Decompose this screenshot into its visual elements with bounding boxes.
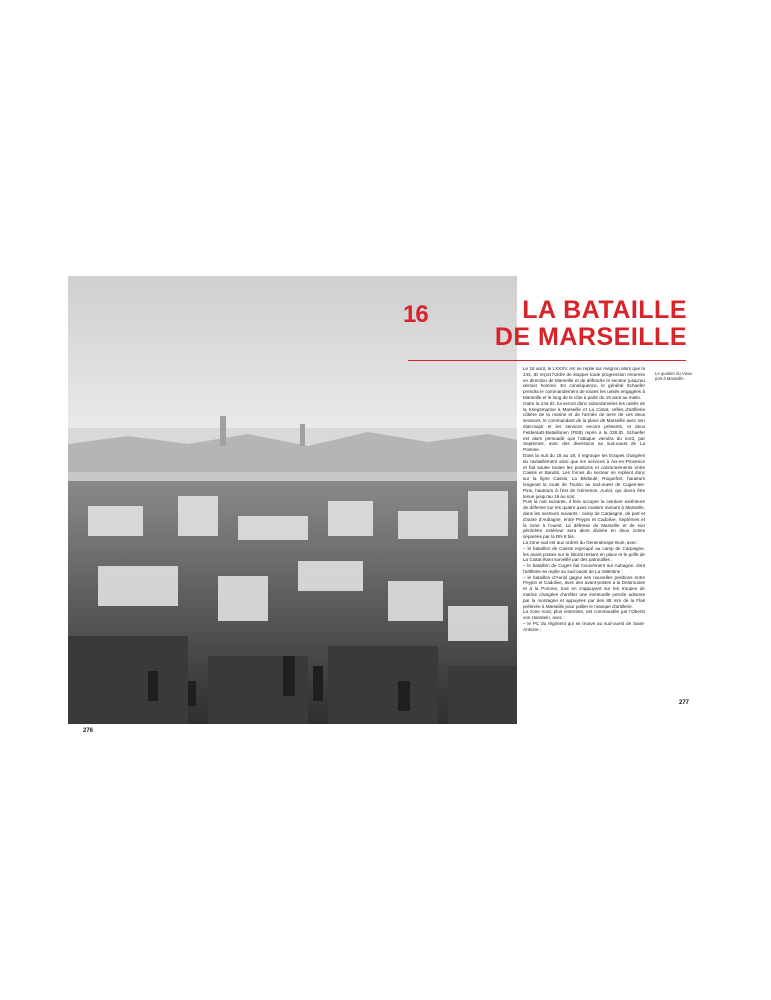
- paragraph: Le 18 août, le LXXXV. AK se replie sur Avignon alors que la 244. ID reçoit l'ordre de stopper toute progression ennemie en direction de Marseille et de défendre le secteur jusqu'au dernier homme. En conséquence, le général Schaefer prendra le commandement de toutes les unités engagées à Marseille et le long de la côte à partir du 19 août au matin.: [523, 366, 645, 400]
- paragraph: Outre la 244 ID. lui seront donc subordonnées les unités de la Kriegsmarine à Marseille et La Ciotat, celles d'artillerie côtière de la marine et de l'armée de terre de ces deux secteurs, le commandant de la place de Marseille avec son état-major et les services encore présents, et deux Feldersatz-Bataillonen (FEB) repris à la 338.ID. Schaefer est alors persuadé que l'attaque viendra du nord, par Septèmes, avec des diversions au sud-ouest de La Pomme.: [523, 400, 645, 453]
- photo-caption: Le quartier du Vieux port à Marseille.: [655, 371, 693, 382]
- paragraph: Puis la nuit suivante, il fera occuper la ceinture extérieure de défense sur les quatre axes routiers menant à Marseille, dans les secteurs suivants : camp de Carpiagne, de part et d'autre d'Aubagne, entre Peypin et Cadolive, Septèmes et la zone à l'ouest. La défense de Marseille et de son périmètre extérieur sera alors divisée en deux zones séparées par la RN 8 bis.: [523, 499, 645, 540]
- marseille-rooftops-photo: [68, 276, 517, 724]
- chapter-title-line-1: LA BATAILLE: [522, 296, 687, 324]
- paragraph: La zone sud est aux ordres du Generalmajor Boie, avec :: [523, 539, 640, 545]
- chapter-number: 16: [403, 301, 428, 328]
- page-number-right: 277: [679, 700, 690, 706]
- body-text: [523, 366, 645, 633]
- paragraph: – le bataillon de Cuges fait mouvement sur Aubagne, dont l'artillerie se replie au sud-ouest de La Valentine ;: [523, 563, 645, 574]
- page-number-left: 276: [83, 728, 94, 734]
- chapter-title-line-2: DE MARSEILLE: [494, 323, 687, 351]
- chapter-title: [495, 297, 687, 351]
- paragraph: Dans la nuit du 18 au 19, il regroupe les troupes chargées du ravitaillement ainsi que les services à Aix-en-Provence et fait sauter toutes les positions et cantonnements entre Cassis et Bandol. Les forces du secteur se replient donc sur la ligne Cassis, La Bédoule, Roquefort, hauteurs longeant la route de Toulon au sud-ouest de Cuges-les-Pins, hauteurs à l'est de Gémenos, Auriol, qui devra être tenue jusqu'au 19 au soir.: [523, 452, 645, 499]
- paragraph: – le bataillon d'Auriol gagne ses nouvelles positions entre Peypin et Cadolive, avec des avant-postes à la Destrousse et à la Pomme, tout en s'appuyant sur les troupes de marine chargées d'arrêter une éventuelle percée adverse par la montagne et appuyées par des 88 mm de la Flak prélevée à Marseille pour pallier le manque d'artillerie.: [523, 574, 645, 609]
- paragraph: La zone nord, plus restreinte, est commandée par l'Oberst von Hanstein, avec :: [523, 609, 645, 621]
- paragraph: – le PC du régiment qui se trouve au sud-ouest de Saint-Antoine ;: [523, 621, 645, 632]
- paragraph: – le bataillon de Cassis regroupé au camp de Carpiagne, les avant-postes sur le littoral restant en place et le golfe de La Ciotat étant surveillé par des patrouilles ;: [523, 545, 645, 563]
- title-divider: [408, 360, 686, 361]
